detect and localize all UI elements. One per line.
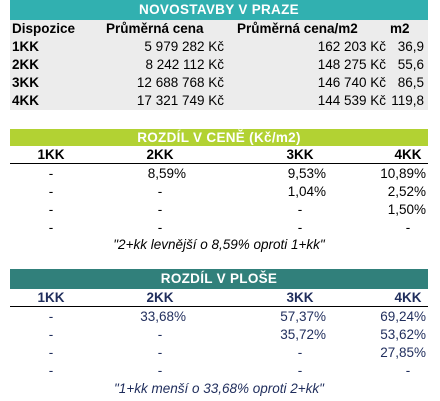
prices-header-row: [10, 20, 428, 38]
cell-price-per-m2: 162 203 Kč: [317, 39, 386, 54]
cell-price: 17 321 749 Kč: [136, 93, 224, 108]
cell-3kk: 1,04%: [287, 184, 326, 199]
cell-dispozice: 4KK: [12, 93, 40, 108]
header-1kk: 1KK: [37, 290, 65, 305]
cell-price: 8 242 112 Kč: [145, 57, 224, 72]
cell-2kk: -: [157, 345, 163, 360]
table-row: [10, 219, 428, 237]
table-row: [10, 344, 428, 362]
cell-3kk: -: [297, 220, 303, 235]
cell-m2: 55,6: [397, 57, 424, 72]
cell-1kk: -: [48, 345, 54, 360]
header-prumerna-cena-m2: Průměrná cena/m2: [237, 21, 358, 36]
cell-3kk: -: [297, 202, 303, 217]
header-m2: m2: [390, 21, 410, 36]
cell-dispozice: 3KK: [12, 75, 40, 90]
area-diff-title: ROZDÍL V PLOŠE: [10, 269, 428, 289]
cell-1kk: -: [48, 220, 54, 235]
cell-4kk: -: [405, 220, 411, 235]
header-2kk: 2KK: [146, 290, 174, 305]
header-3kk: 3KK: [286, 147, 314, 162]
cell-4kk: 69,24%: [380, 309, 426, 324]
cell-2kk: 8,59%: [147, 166, 186, 181]
cell-3kk: 57,37%: [280, 309, 326, 324]
table-row: [10, 38, 428, 56]
prices-title: NOVOSTAVBY V PRAZE: [10, 0, 428, 20]
header-prumerna-cena: Průměrná cena: [106, 21, 204, 36]
header-4kk: 4KK: [394, 147, 422, 162]
table-row: [10, 74, 428, 92]
price-diff-title: ROZDÍL V CENĚ (Kč/m2): [10, 129, 428, 146]
table-row: [10, 56, 428, 74]
cell-1kk: -: [48, 363, 54, 378]
cell-2kk: -: [157, 220, 163, 235]
cell-4kk: -: [405, 363, 411, 378]
table-row: [10, 165, 428, 183]
table-row: [10, 362, 428, 380]
cell-m2: 36,9: [397, 39, 424, 54]
cell-2kk: -: [157, 327, 163, 342]
cell-2kk: -: [157, 184, 163, 199]
prices-table: [10, 20, 428, 110]
cell-dispozice: 2KK: [12, 57, 40, 72]
cell-dispozice: 1KK: [12, 39, 40, 54]
cell-1kk: -: [48, 184, 54, 199]
table-row: [10, 92, 428, 110]
table-row: [10, 201, 428, 219]
cell-1kk: -: [48, 202, 54, 217]
header-3kk: 3KK: [286, 290, 314, 305]
table-row: [10, 326, 428, 344]
cell-3kk: -: [297, 345, 303, 360]
cell-price-per-m2: 148 275 Kč: [317, 57, 386, 72]
area-diff-header-row: [10, 289, 428, 307]
table-row: [10, 183, 428, 201]
cell-4kk: 2,52%: [387, 184, 426, 199]
cell-price-per-m2: 144 539 Kč: [317, 93, 386, 108]
cell-3kk: -: [297, 363, 303, 378]
area-diff-note: "1+kk menší o 33,68% oproti 2+kk": [114, 381, 324, 396]
price-diff-header-row: [10, 146, 428, 164]
price-diff-note: "2+kk levnější o 8,59% oproti 1+kk": [113, 237, 325, 252]
header-dispozice: Dispozice: [12, 21, 76, 36]
cell-3kk: 35,72%: [280, 327, 326, 342]
cell-price-per-m2: 146 740 Kč: [317, 75, 386, 90]
header-2kk: 2KK: [146, 147, 174, 162]
cell-m2: 119,8: [391, 93, 424, 108]
cell-1kk: -: [48, 327, 54, 342]
cell-2kk: 33,68%: [140, 309, 186, 324]
cell-4kk: 1,50%: [387, 202, 426, 217]
cell-price: 12 688 768 Kč: [136, 75, 224, 90]
cell-4kk: 10,89%: [380, 166, 426, 181]
cell-m2: 86,5: [397, 75, 424, 90]
cell-2kk: -: [157, 202, 163, 217]
cell-4kk: 27,85%: [380, 345, 426, 360]
header-4kk: 4KK: [394, 290, 422, 305]
table-row: [10, 308, 428, 326]
cell-4kk: 53,62%: [380, 327, 426, 342]
header-1kk: 1KK: [37, 147, 65, 162]
cell-1kk: -: [48, 309, 54, 324]
cell-3kk: 9,53%: [287, 166, 326, 181]
cell-1kk: -: [48, 166, 54, 181]
cell-price: 5 979 282 Kč: [144, 39, 224, 54]
cell-2kk: -: [157, 363, 163, 378]
